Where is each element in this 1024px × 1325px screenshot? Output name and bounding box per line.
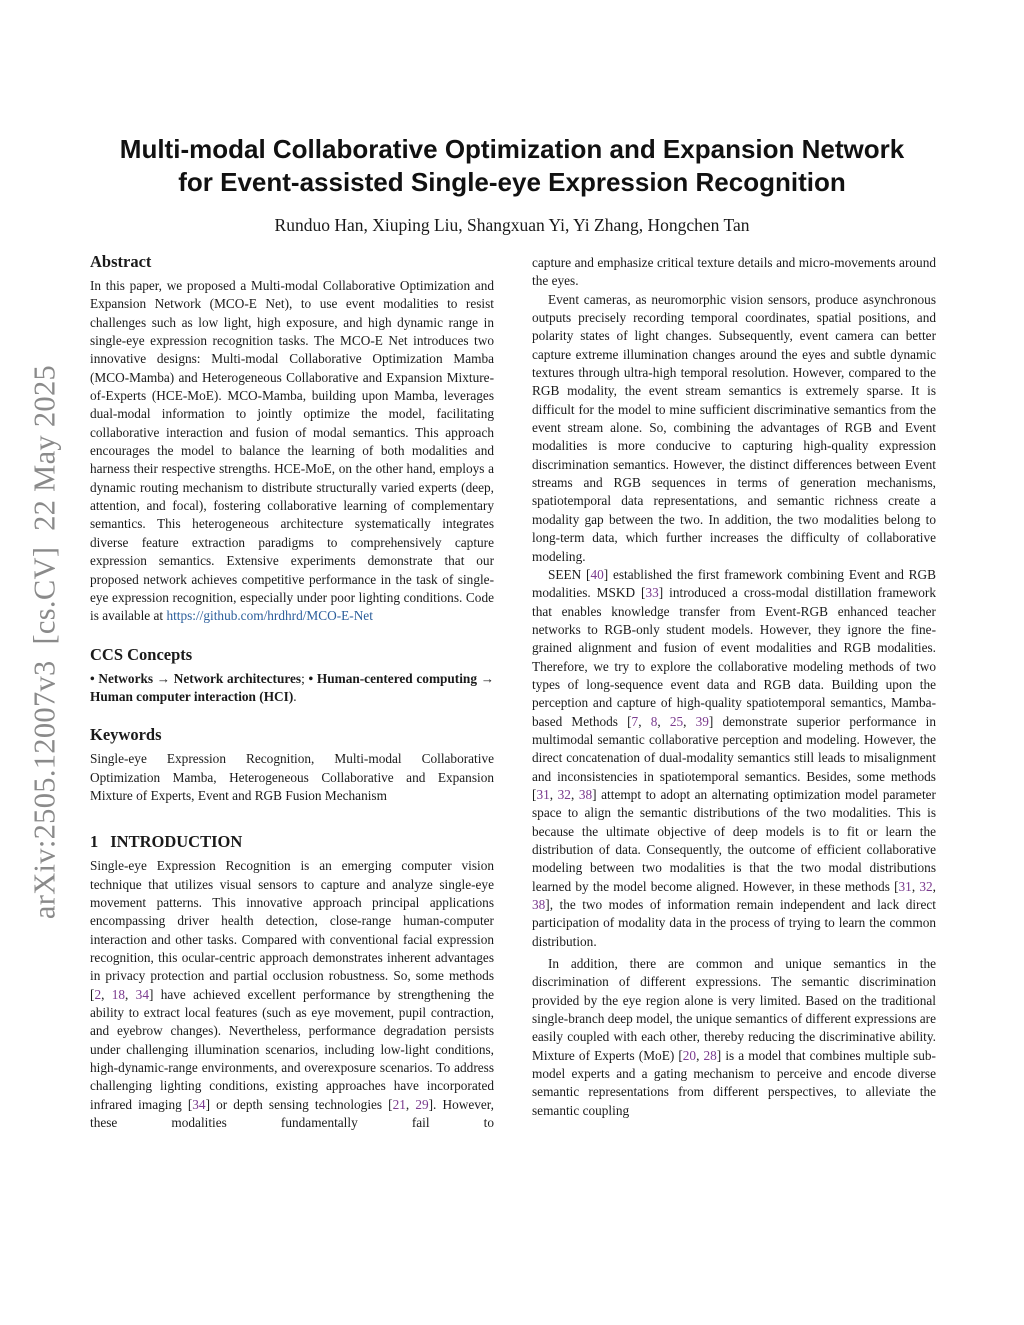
intro-paragraph-2 bbox=[532, 291, 936, 566]
ccs-separator: ; bbox=[301, 670, 309, 686]
paragraph-text: ] or depth sensing technologies [ bbox=[205, 1096, 393, 1112]
paragraph-text: , bbox=[405, 1096, 416, 1112]
abstract-section bbox=[90, 251, 494, 626]
ccs-end: . bbox=[293, 688, 297, 704]
abstract-heading: Abstract bbox=[90, 252, 152, 271]
citation-link[interactable]: 18 bbox=[111, 986, 126, 1002]
paragraph-text: SEEN [ bbox=[548, 566, 591, 582]
section-title: INTRODUCTION bbox=[110, 832, 243, 852]
paper-title bbox=[60, 133, 964, 199]
citation-link[interactable]: 8 bbox=[650, 713, 658, 729]
paragraph-text: capture and emphasize critical texture details and micro-movements around the eyes. bbox=[532, 255, 936, 289]
paragraph-text: ] introduced a cross-modal distillation framework that enables knowledge transfer from Event-RGB enhanced teacher networks to RGB-only student models. However, they ignore the fine-grained alignment and fusion of event modalities and RGB modalities. Therefore, we try to explore the collaborative modeling methods of two types of long-sequence event data and RGB data. Building upon the perception and capture of high-quality spatiotemporal semantics, Mamba-based Methods [ bbox=[532, 585, 936, 729]
ccs-body bbox=[90, 670, 494, 707]
title-line-1: Multi-modal Collaborative Optimization and Expansion Network bbox=[119, 134, 905, 164]
intro-paragraph-3 bbox=[532, 566, 936, 951]
paragraph-text: Event cameras, as neuromorphic vision sensors, produce asynchronous outputs precisely recording temporal coordinates, spatial positions, and polarity states of light changes. Subsequently, event camera can better capture extreme illumination changes around the eyes and subtle dynamic textures through ultra-high temporal resolution. However, compared to the RGB modality, the event stream semantics is extremely sparse. It is difficult for the model to mine sufficient discriminative semantics from the event stream alone. So, combining the advantages of RGB and Event modalities is more conducive to capturing high-quality expression discrimination semantics. However, the distinct differences between Event streams and RGB sequences in terms of generation mechanisms, spatiotemporal data representations, and semantic richness create a modality gap between the two. In addition, the two modalities belong to long-term data, which further increases the difficulty of collaborative modeling. bbox=[532, 291, 936, 564]
citation-link[interactable]: 32 bbox=[919, 878, 933, 894]
paragraph-text: ] attempt to adopt an alternating optimization model parameter space to align the semantic distributions of the two modalities. This is because the ultimate objective of deep models is to fit or learn the distribution of data. Consequently, the outcome of efficient collaborative modeling between two modalities is that the two modal distributions learned by the model become aligned. However, in these methods [ bbox=[532, 786, 936, 894]
paragraph-text: , bbox=[638, 713, 651, 729]
keywords-section bbox=[90, 724, 494, 805]
introduction-section bbox=[90, 831, 494, 1132]
ccs-concepts-section bbox=[90, 644, 494, 707]
arxiv-identifier: arXiv:2505.12007v3 [cs.CV] 22 May 2025 bbox=[27, 364, 62, 920]
ccs-concept-1: • Networks → Network architectures bbox=[90, 670, 302, 686]
intro-paragraph-1-continued bbox=[532, 254, 936, 291]
citation-link[interactable]: 21 bbox=[392, 1096, 406, 1112]
paragraph-text: ] is a model that combines multiple sub-model experts and a gating mechanism to perceive and encode diverse semantic representations from different perspectives, to alleviate the semantic coupling bbox=[532, 1047, 936, 1118]
introduction-heading bbox=[90, 831, 494, 853]
left-column bbox=[90, 251, 494, 1132]
title-line-2: for Event-assisted Single-eye Expression Recognition bbox=[178, 167, 846, 197]
citation-link[interactable]: 39 bbox=[695, 713, 709, 729]
ccs-concept-2: • Human-centered computing → Human computer interaction (HCI) bbox=[90, 670, 494, 704]
abstract-text: In this paper, we proposed a Multi-modal Collaborative Optimization and Expansion Network (MCO-E Net), to use event modalities to resist challenges such as low light, high exposure, and high dynamic range in single-eye expression recognition tasks. The MCO-E Net introduces two innovative designs: Multi-modal Collaborative Optimization Mamba (MCO-Mamba) and Heterogeneous Collaborative and Expansion Mixture-of-Experts (HCE-MoE). MCO-Mamba, building upon Mamba, leverages dual-modal information to jointly optimize the model, facilitating collaborative interaction and fusion of modal semantics. This approach encourages the model to balance the learning of both modalities and harness their respective strengths. HCE-MoE, on the other hand, employs a dynamic routing mechanism to distribute structurally varied experts (deep, attention, and focal), fostering collaborative learning of complementary semantics. This heterogeneous architecture systematically integrates diverse feature extraction paradigms to comprehensively capture expression semantics. Extensive experiments demonstrate that our proposed network achieves competitive performance in the task of single-eye expression recognition, especially under poor lighting conditions. Code is available at bbox=[90, 278, 494, 624]
citation-link[interactable]: 32 bbox=[557, 786, 571, 802]
paragraph-text: ], the two modes of information remain independent and lack direct participation of modality data in the process of trying to learn the common distribution. bbox=[532, 897, 936, 949]
paragraph-text: ]. However, these modalities fundamentally fail to bbox=[90, 1096, 494, 1131]
intro-paragraph-4 bbox=[532, 955, 936, 1120]
citation-link[interactable]: 38 bbox=[532, 897, 546, 913]
paragraph-text: , bbox=[683, 713, 696, 729]
paragraph-text: , bbox=[911, 878, 920, 894]
abstract-body bbox=[90, 277, 494, 626]
paragraph-text: , bbox=[932, 878, 936, 894]
citation-link[interactable]: 33 bbox=[645, 585, 659, 601]
citation-link[interactable]: 34 bbox=[192, 1096, 206, 1112]
code-link[interactable]: https://github.com/hrdhrd/MCO-E-Net bbox=[166, 608, 373, 624]
paragraph-text: ] established the first framework combining Event and RGB modalities. MSKD [ bbox=[532, 566, 937, 601]
citation-link[interactable]: 29 bbox=[415, 1096, 429, 1112]
paragraph-text: ] have achieved excellent performance by strengthening the ability to extract local features (such as eye movement, pupil contraction, and eyebrow changes). Nevertheless, performance degradation persists under challenging illumination scenarios, including low-light conditions, high-dynamic-range environments, and overexposure scenarios. To address challenging lighting conditions, existing approaches have incorporated infrared imaging [ bbox=[90, 986, 494, 1112]
citation-link[interactable]: 34 bbox=[135, 986, 149, 1002]
paragraph-text: , bbox=[657, 713, 670, 729]
paragraph-text: , bbox=[101, 986, 112, 1002]
paragraph-text: ] demonstrate superior performance in multimodal semantic collaborative perception and modeling. However, the direct concatenation of dual-modality semantics still leads to misalignment and inconsistencies in spatiotemporal semantics. Besides, some methods [ bbox=[532, 713, 937, 802]
paragraph-text: , bbox=[570, 786, 579, 802]
paragraph-text: , bbox=[696, 1047, 704, 1063]
right-column bbox=[532, 254, 936, 1120]
paragraph-text: Single-eye Expression Recognition is an emerging computer vision technique that utilizes visual sensors to capture and analyze single-eye movement patterns. This innovative approach principal applications encompassing driver health detection, close-range human-computer interaction and other tasks. Compared with conventional facial expression recognition, this ocular-centric approach demonstrates inherent advantages in privacy protection and partial occlusion robustness. So, some methods [ bbox=[90, 858, 494, 1002]
citation-link[interactable]: 2 bbox=[94, 986, 102, 1002]
citation-link[interactable]: 20 bbox=[682, 1047, 697, 1063]
keywords-body: Single-eye Expression Recognition, Multi-modal Collaborative Optimization Mamba, Heterogeneous Collaborative and Expansion Mixture of Experts, Event and RGB Fusion Mechanism bbox=[90, 751, 494, 803]
section-number: 1 bbox=[90, 832, 99, 852]
author-list: Runduo Han, Xiuping Liu, Shangxuan Yi, Yi Zhang, Hongchen Tan bbox=[274, 215, 750, 235]
citation-link[interactable]: 31 bbox=[898, 878, 912, 894]
ccs-heading: CCS Concepts bbox=[90, 644, 193, 664]
citation-link[interactable]: 28 bbox=[703, 1047, 717, 1063]
keywords-heading: Keywords bbox=[90, 725, 162, 745]
citation-link[interactable]: 38 bbox=[578, 786, 593, 802]
citation-link[interactable]: 40 bbox=[590, 566, 604, 582]
paragraph-text: In addition, there are common and unique semantics in the discrimination of different expressions. The semantic discrimination provided by the eye region alone is very limited. Based on the traditional single-branch deep model, the unique semantics of different expressions are easily coupled with each other, thereby reducing the discriminative ability. Mixture of Experts (MoE) [ bbox=[532, 956, 936, 1063]
citation-link[interactable]: 31 bbox=[536, 786, 550, 802]
paragraph-text: , bbox=[125, 986, 136, 1002]
paragraph-text: , bbox=[549, 786, 558, 802]
citation-link[interactable]: 25 bbox=[669, 713, 684, 729]
intro-paragraph-1 bbox=[90, 857, 494, 1132]
citation-link[interactable]: 7 bbox=[631, 713, 639, 729]
